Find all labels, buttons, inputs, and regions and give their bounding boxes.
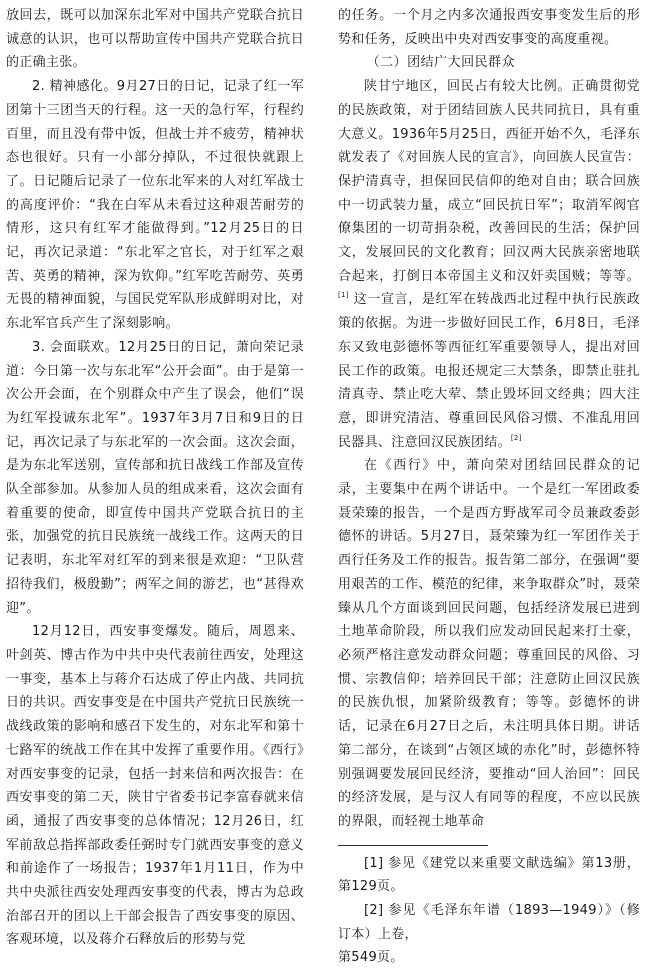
- right-column: [338, 4, 640, 970]
- paragraph-continuation-right: 的任务。一个月之内多次通报西安事变发生后的形势和任务，反映出中央对西安事变的高度重视。: [338, 8, 640, 47]
- footnote-1: [1] 参见《建党以来重要文献选编》第13册，第129页。: [338, 855, 640, 895]
- paragraph-continuation: 放回去，既可以加深东北军对中国共产党联合抗日诚意的认识，也可以帮助宣传中国共产党联合抗日的正确主张。: [6, 8, 304, 71]
- footnote-ref-1[interactable]: [1]: [338, 291, 349, 300]
- paragraph-meeting-celebration: 3. 会面联欢。12月25日的日记，萧向荣记录道：今日第一次与东北军“公开会面”。由于是第一次公开会面，在个别群众中产生了误会，他们“误为红军投诚东北军”。1937年3月7日和9日的日记，再次记录了与东北军的一次会面。这次会面，是为东北军送别，宣传部和抗日战线工作部及宣传队全部参加。从参加人员的组成来看，这次会面有着重要的使命，即宣传中国共产党联合抗日的主张，加强党的抗日民族统一战线工作。这两天的日记表明，东北军对红军的到来很是欢迎：“卫队营招待我们，极殷勤”；两军之间的游艺，也“甚得欢迎”。: [6, 339, 304, 616]
- hui-policy-text-cont: 这一宣言，是红军在转战西北过程中执行民族政策的依据。为进一步做好回民工作，6月8日，毛泽东又致电彭德怀等西征红军重要领导人，提出对回民工作的政策。电报还规定三大禁条，即禁止驻扎清真寺、禁止吃大荤、禁止毁坏回文经典；四大注意，即讲究清洁、尊重回民风俗习惯、不准乱用回民器具、注意回汉民族团结。: [338, 292, 640, 450]
- footnote-divider: [338, 845, 488, 846]
- paragraph-spiritual-influence: 2. 精神感化。9月27日的日记，记录了红一军团第十三团当天的行程。这一天的急行军，行程约百里，而且没有带中饭，但战士并不疲劳，精神状态也很好。只有一小部分掉队，不过很快就跟上了。日记随后记录了一位东北军来的人对红军战士的高度评价：“我在白军从未看过这种艰苦耐劳的情形，这只有红军才能做得到。”12月25日的日记，再次记录道：“东北军之官长，对于红军之艰苦、英勇的精神，深为钦仰。”红军吃苦耐劳、英勇无畏的精神面貌，与国民党军队形成鲜明对比，对东北军官兵产生了深刻影响。: [6, 79, 304, 332]
- footnote-ref-2[interactable]: [2]: [510, 433, 522, 442]
- footnote-2: [2] 参见《毛泽东年谱（1893—1949）》（修订本）上卷，: [338, 903, 640, 942]
- left-column: [6, 4, 304, 952]
- paragraph-hui-policy: [338, 75, 640, 454]
- paragraph-xian-incident: 12月12日，西安事变爆发。随后，周恩来、叶剑英、博古作为中共中央代表前往西安，处理这一事变，基本上与蒋介石达成了停止内战、共同抗日的共识。西安事变是在中国共产党抗日民族统一战线政策的影响和感召下发生的，对东北军和第十七路军的统战工作在其中发挥了重要作用。《西行》对西安事变的记录，包括一封来信和两次报告：在西安事变的第二天，陕甘宁省委书记李富春就来信函，通报了西安事变的总体情况；12月26日，红军前敌总指挥部政委任弼时专门就西安事变的意义和前途作了一场报告；1937年1月11日，作为中共中央派往西安处理西安事变的代表，博古为总政治部召开的团以上干部会报告了西安事变的原因、客观环境，以及蒋介石释放后的形势与党: [6, 624, 304, 948]
- hui-policy-text: 陕甘宁地区，回民占有较大比例。正确贯彻党的民族政策，对于团结回族人民共同抗日，具有重大意义。1936年5月25日，西征开始不久，毛泽东就发表了《对回族人民的宣言》，向回族人民宣告：保护清真寺，担保回民信仰的绝对自由；联合回族中一切武装力量，成立“回民抗日军”；取消军阀官僚集团的一切苛捐杂税，改善回民的生活；保护回文，发展回民的文化教育；回汉两大民族亲密地联合起来，打倒日本帝国主义和汉奸卖国贼；等等。: [338, 79, 640, 284]
- paragraph-xixing-records: 在《西行》中，萧向荣对团结回民群众的记录，主要集中在两个讲话中。一个是红一军团政委聂荣臻的报告，一个是西方野战军司令员兼政委彭德怀的讲话。5月27日，聂荣臻为红一军团作关于西行任务及工作的报告。报告第二部分，在强调“要用艰苦的工作、模范的纪律，来争取群众”时，聂荣臻从几个方面谈到回民问题，包括经济发展已进到土地革命阶段，所以我们应发动回民起来打土豪，必须严格注意发动群众问题；尊重回民的风俗、习惯、宗教信仰；培养回民干部；注意防止回汉民族的民族仇恨，加紧阶级教育；等等。彭德怀的讲话，记录在6月27日之后，未注明具体日期。讲话第二部分，在谈到“占领区域的赤化”时，彭德怀特别强调要发展回民经济，要推动“回人治回”：回民的经济发展，是与汉人有同等的程度，不应以民族的界限，而轻视土地革命: [338, 458, 640, 829]
- section-heading: （二）团结广大回民群众: [366, 55, 516, 71]
- footnote-2-continuation: 第549页。: [338, 950, 404, 966]
